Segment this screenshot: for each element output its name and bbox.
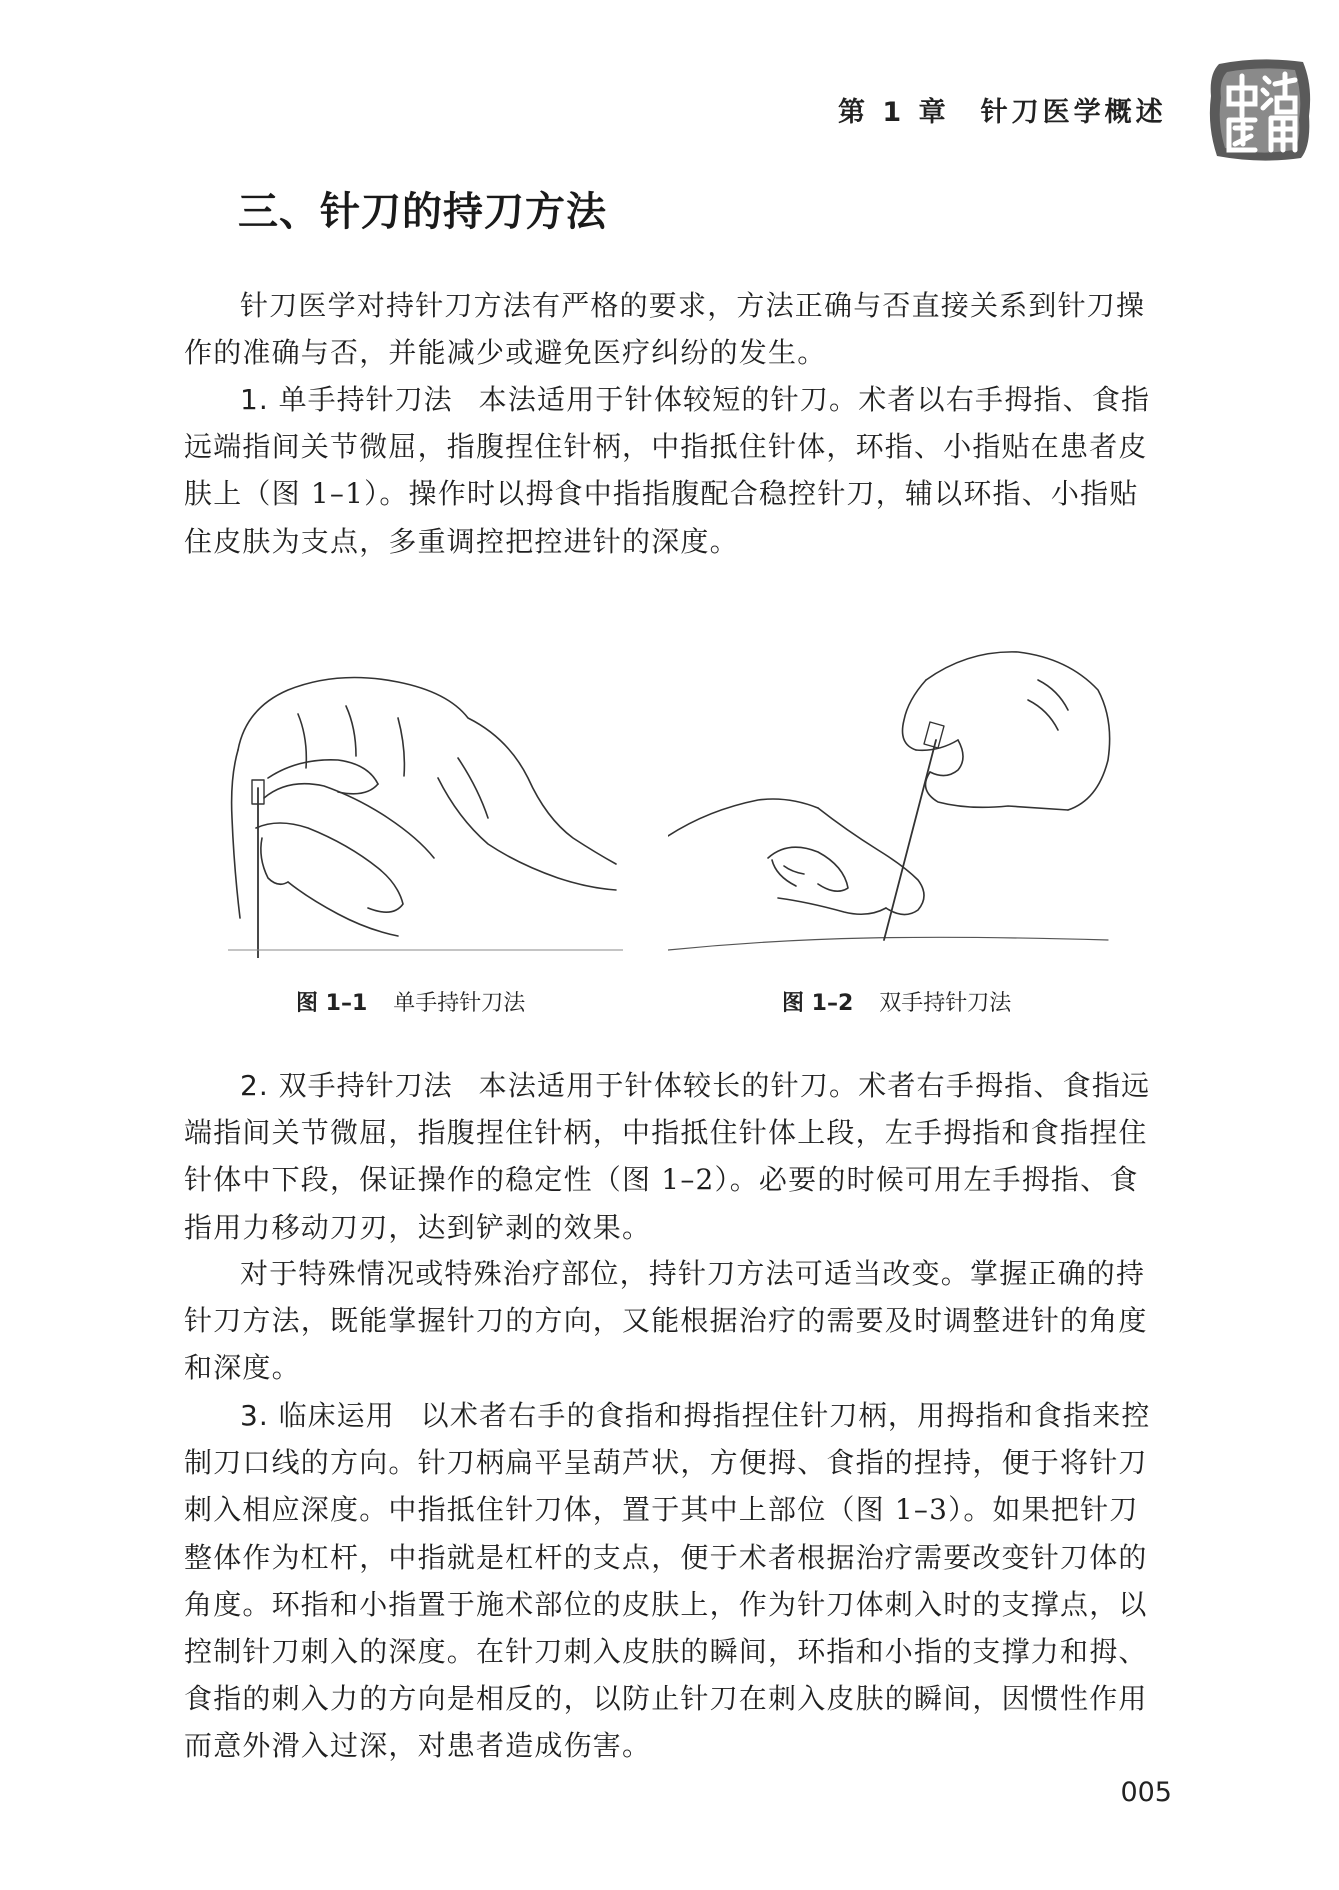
paragraph-lead: 1. 单手持针刀法 [240, 383, 453, 416]
paragraph-lead: 3. 临床运用 [240, 1399, 395, 1432]
figure-single-hand [228, 668, 623, 958]
paragraph-single-hand [184, 376, 1164, 565]
paragraph-body: 以术者右手的食指和拇指捏住针刀柄，用拇指和食指来控制刀口线的方向。针刀柄扁平呈葫芦状，方便拇、食指的捏持，便于将针刀刺入相应深度。中指抵住针刀体，置于其中上部位（图 1–3）。如果把针刀整体作为杠杆，中指就是杠杆的支点，便于术者根据治疗需要改变针刀体的角度。环指和小指置于施术部位的皮肤上，作为针刀体刺入时的支撑点，以控制针刀刺入的深度。在针刀刺入皮肤的瞬间，环指和小指的支撑力和拇、食指的刺入力的方向是相反的，以防止针刀在刺入皮肤的瞬间，因惯性作用而意外滑入过深，对患者造成伤害。 [184, 1399, 1151, 1763]
figure-caption-text: 单手持针刀法 [393, 991, 526, 1016]
page-number: 005 [1120, 1777, 1172, 1808]
figure-number: 图 1–1 [296, 991, 368, 1016]
figure-caption-text: 双手持针刀法 [879, 991, 1012, 1016]
figure-caption-1 [296, 986, 525, 1017]
paragraph-intro: 针刀医学对持针刀方法有严格的要求，方法正确与否直接关系到针刀操作的准确与否，并能减少或避免医疗纠纷的发生。 [184, 289, 1146, 370]
paragraph-body: 本法适用于针体较长的针刀。术者右手拇指、食指远端指间关节微屈，指腹捏住针柄，中指抵住针体上段，左手拇指和食指捏住针体中下段，保证操作的稳定性（图 1–2）。必要的时候可用左手拇指、食指用力移动刀刃，达到铲剥的效果。 [184, 1069, 1151, 1244]
chapter-header: 第 1 章 针刀医学概述 [838, 97, 1167, 128]
figure-double-hand [668, 640, 1118, 958]
paragraph-body: 本法适用于针体较短的针刀。术者以右手拇指、食指远端指间关节微屈，指腹捏住针柄，中指抵住针体，环指、小指贴在患者皮肤上（图 1–1）。操作时以拇食中指指腹配合稳控针刀，辅以环指、小指贴住皮肤为支点，多重调控把控进针的深度。 [184, 383, 1151, 558]
seal-logo [1205, 56, 1315, 164]
paragraph-special-cases: 对于特殊情况或特殊治疗部位，持针刀方法可适当改变。掌握正确的持针刀方法，既能掌握针刀的方向，又能根据治疗的需要及时调整进针的角度和深度。 [184, 1257, 1148, 1385]
paragraph-lead: 2. 双手持针刀法 [240, 1069, 453, 1102]
paragraph-clinical-use [184, 1392, 1164, 1770]
figure-caption-2 [782, 986, 1011, 1017]
paragraph-double-hand [184, 1062, 1164, 1251]
section-heading: 三、针刀的持刀方法 [238, 189, 607, 235]
figure-number: 图 1–2 [782, 991, 854, 1016]
